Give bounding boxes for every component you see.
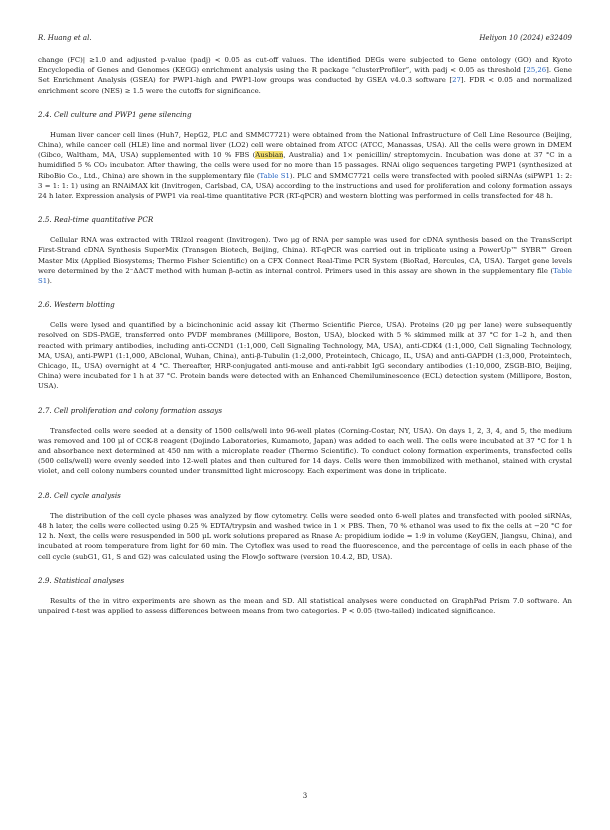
s24-text-c: ). PLC and SMMC7721 cells were transfected with pooled siRNAs (siPWP1 1: 2: 3 = 1: 1: 1) using an RNAiMAX kit (Invitrogen, Carlsbad, CA, USA) according to the instructions and used for proliferation and colony formation assays 24 h later. Expression analysis of PWP1 via real-time quantitative PCR (RT-qPCR) and western blotting was performed in cells transfected for 48 h. xyxy=(38,171,573,201)
section-heading-2-9: 2.9. Statistical analyses xyxy=(38,575,125,585)
section-2-6-paragraph: Cells were lysed and quantified by a bicinchoninic acid assay kit (Thermo Scientific Pierce, USA). Proteins (20 μg per lane) were subsequently resolved on SDS-PAGE, transferred onto PVDF membranes (Millipore, Boston, USA), blocked with 5 % skimmed milk at 37 °C for 1–2 h, and then reacted with primary antibodies, including anti-CCND1 (1:1,000, Cell Signaling Technology, MA, USA), anti-CDK4 (1:1,000, Cell Signaling Technology, MA, USA), anti-PWP1 (1:1,000, ABclonal, Wuhan, China), anti-β-Tubulin (1:2,000, Proteintech, Chicago, IL, USA) and anti-GAPDH (1:3,000, Proteintech, Chicago, IL, USA) overnight at 4 °C. Thereafter, HRP-conjugated anti-mouse and anti-rabbit IgG secondary antibodies (1:10,000, ZSGB-BIO, Beijing, China) were incubated for 1 h at 37 °C. Protein bands were detected with an Enhanced Chemiluminescence (ECL) detection system (Millipore, Boston, USA). xyxy=(38,321,572,391)
page-number: 3 xyxy=(302,792,308,800)
table-s1-link[interactable]: Table S1 xyxy=(259,171,290,180)
section-2-8-paragraph: The distribution of the cell cycle phases was analyzed by flow cytometry. Cells were seeded onto 6-well plates and transfected with pooled siRNAs, 48 h later, the cells were collected using 0.25 % EDTA/trypsin and washed twice in 1 × PBS. Then, 70 % ethanol was used to fix the cells at −20 °C for 12 h. Next, the cells were resuspended in 500 μL work solutions prepared as Rnase A: propidium iodide = 1:9 in volume (KeyGEN, Jiangsu, China), and incubated at room temperature from light for 60 min. The Cytoflex was used to read the fluorescence, and the percentage of cells in each phase of the cell cycle (subG1, G1, S and G2) was calculated using the FlowJo software (version 10.4.2, BD, USA). xyxy=(38,511,572,561)
section-heading-2-4: 2.4. Cell culture and PWP1 gene silencing xyxy=(38,109,192,119)
intro-text-2: ]. Gene Set Enrichment Analysis (GSEA) for PWP1-high and PWP1-low groups was conducted by GSEA v4.0.3 software [ xyxy=(38,66,572,85)
t-test-italic: t xyxy=(71,606,75,615)
s24-text-a: Human liver cancer cell lines (Huh7, HepG2, PLC and SMMC7721) were obtained from the National Infrastructure of Cell Line Resource (Beijing, China), while cancer cell (HLE) line and normal liver (LO2) cell were obtained from ATCC (ATCC, Manassas, USA). All the cells were grown in DMEM (Gibco, Waltham, MA, USA) supplemented with 10 % FBS ( xyxy=(38,130,572,160)
s24-text-b: , Australia) and 1× penicillin/ streptomycin. Incubation was done at 37 °C in a humidified 5 % CO₂ incubator. After thawing, the cells were used for no more than 15 passages. RNAi oligo sequences targeting PWP1 (synthesized at RiboBio Co., Ltd., China) are shown in the supplementary file ( xyxy=(38,151,573,180)
highlighted-text: Ausbian xyxy=(255,151,284,160)
section-heading-2-6: 2.6. Western blotting xyxy=(38,300,115,310)
running-header-authors: R. Huang et al. xyxy=(38,34,92,42)
section-2-9-paragraph xyxy=(38,596,572,616)
section-heading-2-5: 2.5. Real-time quantitative PCR xyxy=(38,215,154,225)
article-body xyxy=(38,55,572,616)
intro-text-1: change (FC)| ≥1.0 and adjusted p-value (padj) < 0.05 as cut-off values. The identified DEGs were subjected to Gene ontology (GO) and Kyoto Encyclopedia of Genes and Genomes (KEGG) enrichment analysis using the R package “clusterProfiler”, with padj < 0.05 as threshold [ xyxy=(38,56,572,75)
table-s1-link-2[interactable]: Table S1 xyxy=(38,266,572,286)
reference-link-25-26[interactable]: 25,26 xyxy=(526,66,547,75)
reference-link-27[interactable]: 27 xyxy=(452,76,461,85)
running-header-journal: Heliyon 10 (2024) e32409 xyxy=(479,34,572,42)
section-2-5-paragraph xyxy=(38,235,572,286)
s29-text-a: Results of the in vitro experiments are shown as the mean and SD. All statistical analyses were conducted on GraphPad Prism 7.0 software. An unpaired xyxy=(38,596,572,615)
section-heading-2-8: 2.8. Cell cycle analysis xyxy=(38,490,121,500)
intro-paragraph xyxy=(38,55,572,96)
section-2-4-paragraph xyxy=(38,130,572,201)
section-2-7-paragraph: Transfected cells were seeded at a density of 1500 cells/well into 96-well plates (Corning-Costar, NY, USA). On days 1, 2, 3, 4, and 5, the medium was removed and 100 μl of CCK-8 reagent (Dojindo Laboratories, Kumamoto, Japan) was added to each well. The cells were incubated at 37 °C for 1 h and absorbance next determined at 450 nm with a microplate reader (Thermo Scientific). To conduct colony formation experiments, transfected cells (500 cells/well) were evenly seeded into 12-well plates and then cultured for 14 days. Cells were then immobilized with methanol, stained with crystal violet, and cell colony numbers counted under transmitted light microscopy. Each experiment was done in triplicate. xyxy=(38,426,572,476)
intro-text-3: ]. FDR < 0.05 and normalized enrichment score (NES) ≥ 1.5 were the cutoffs for significance. xyxy=(38,76,572,95)
s25-text-a: Cellular RNA was extracted with TRIzol reagent (Invitrogen). Two μg of RNA per sample was used for cDNA synthesis based on the TransScript First-Strand cDNA Synthesis SuperMix (Transgen Biotech, Beijing, China). RT-qPCR was carried out in triplicate using a PowerUp™ SYBR™ Green Master Mix (Applied Biosystems; Thermo Fisher Scientific) on a CFX Connect Real-Time PCR System (BioRad, Hercules, CA, USA). Target gene levels were determined by the 2⁻ΔΔCT method with human β-actin as internal control. Primers used in this assay are shown in the supplementary file ( xyxy=(38,236,572,275)
s25-text-b: ). xyxy=(47,277,52,286)
section-heading-2-7: 2.7. Cell proliferation and colony formation assays xyxy=(38,405,223,415)
s29-text-b: -test was applied to assess differences between means from two categories. P < 0.05 (two-tailed) indicated significance. xyxy=(74,606,496,615)
